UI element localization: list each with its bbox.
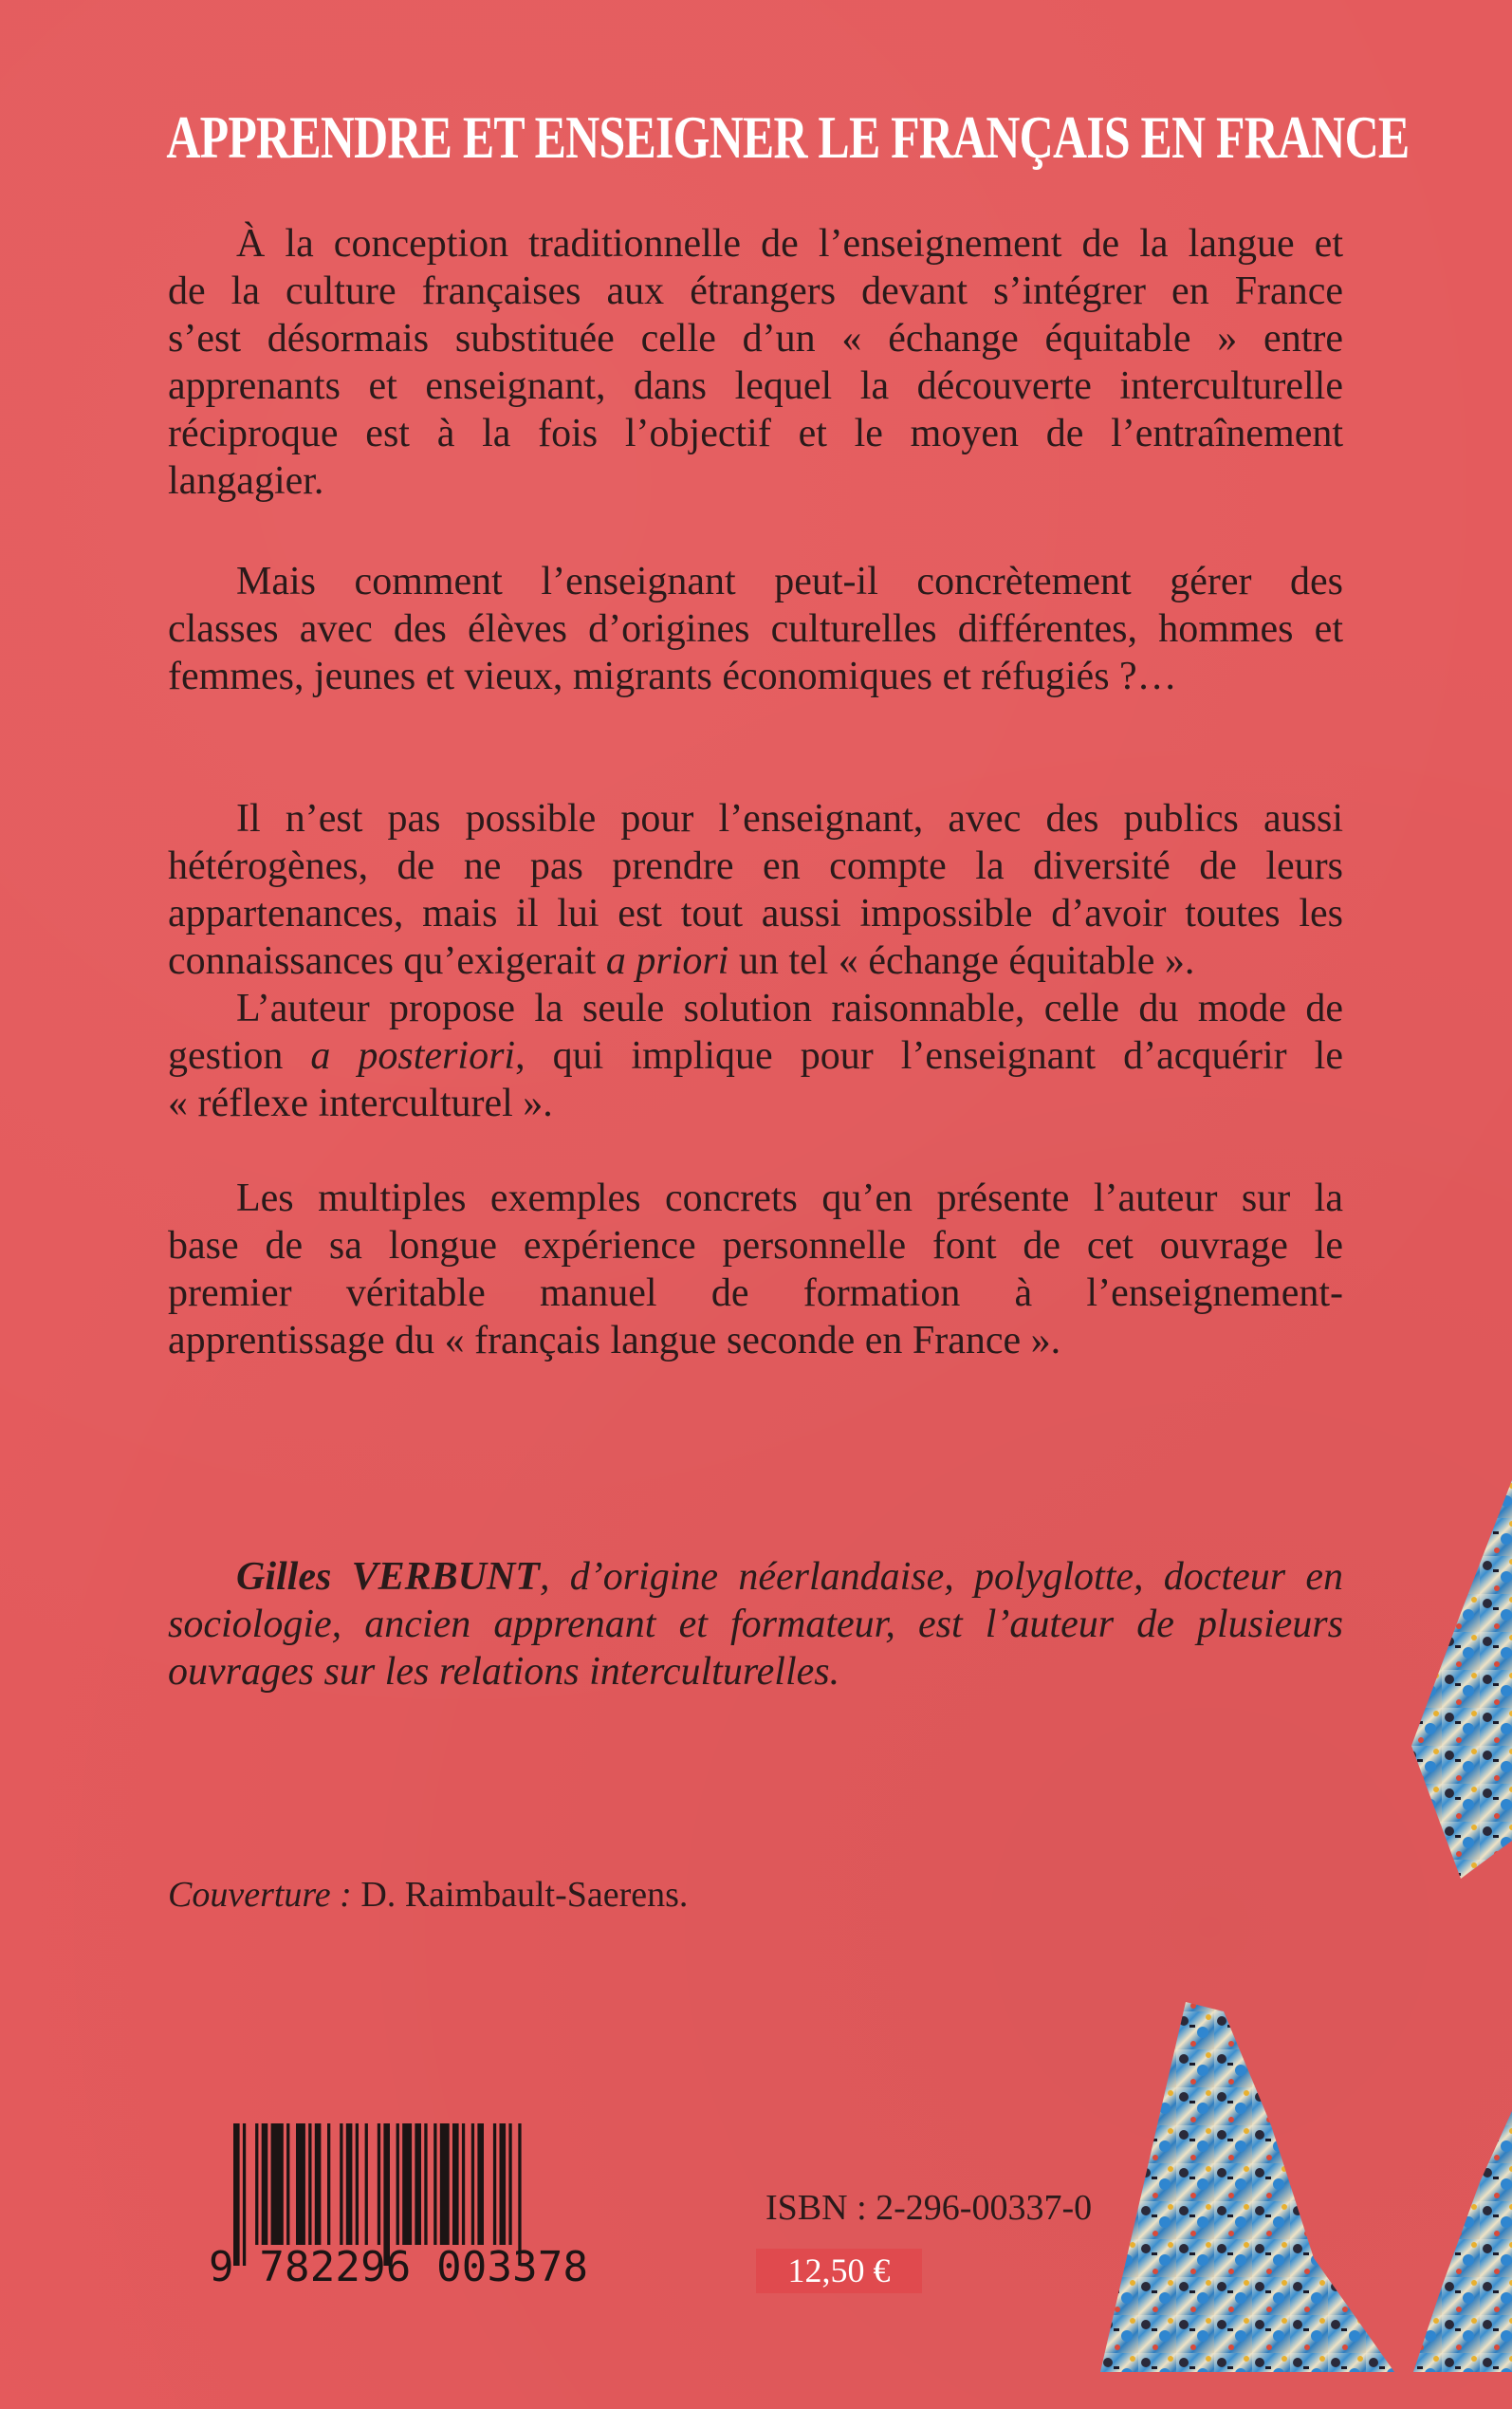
text-line: femmes, jeunes et vieux, migrants économiques et réfugiés ?…: [168, 655, 1177, 698]
cover-credit-label: Couverture :: [168, 1875, 352, 1915]
text-line: « réflexe interculturel ».: [168, 1082, 553, 1125]
author-name: Gilles VERBUNT: [236, 1555, 540, 1599]
blurb-paragraph-4: [168, 985, 1343, 1127]
text-line: connaissances qu’exigerait a priori un tel « échange équitable ».: [168, 939, 1195, 983]
barcode-bar: [396, 2123, 399, 2245]
barcode-bar: [440, 2123, 450, 2245]
cover-credit-name: D. Raimbault-Saerens.: [360, 1875, 689, 1915]
blurb-paragraph-5: [168, 1175, 1343, 1364]
text-line: gestion a posteriori, qui implique pour l’enseignant d’acquérir le: [168, 1034, 1343, 1078]
text-line: langagier.: [168, 459, 324, 503]
text-line: À la conception traditionnelle de l’enseignement de la langue et: [236, 222, 1343, 266]
barcode-bar: [340, 2123, 342, 2245]
barcode-bar: [327, 2123, 330, 2245]
barcode-bar: [477, 2123, 484, 2245]
text-line: Les multiples exemples concrets qu’en présente l’auteur sur la: [236, 1177, 1343, 1220]
barcode-bar: [255, 2123, 258, 2245]
bio-line: Gilles VERBUNT, d’origine néerlandaise, polyglotte, docteur en: [236, 1555, 1343, 1599]
bio-line: ouvrages sur les relations interculturelles.: [168, 1650, 840, 1694]
barcode-bar: [271, 2123, 284, 2245]
barcode-bar: [346, 2123, 353, 2245]
bio-line: sociologie, ancien apprenant et formateur, est l’auteur de plusieurs: [168, 1603, 1343, 1646]
blurb-paragraph-2: [168, 558, 1343, 700]
isbn: ISBN : 2-296-00337-0: [765, 2188, 1093, 2228]
barcode-bar: [378, 2123, 380, 2245]
barcode-bar: [365, 2123, 368, 2245]
barcode-bar: [500, 2123, 507, 2245]
barcode-bar: [296, 2123, 305, 2245]
author-bio: [168, 1553, 1343, 1696]
barcode-bar: [462, 2123, 465, 2245]
text-line: s’est désormais substituée celle d’un « échange équitable » entre: [168, 317, 1343, 361]
price-tag: 12,50 €: [756, 2249, 922, 2293]
text-line: base de sa longue expérience personnelle font de cet ouvrage le: [168, 1224, 1343, 1268]
barcode-bar: [508, 2123, 511, 2245]
text-line: Mais comment l’enseignant peut-il concrètement gérer des: [236, 560, 1343, 603]
barcode-bar: [452, 2123, 459, 2245]
text-line: classes avec des élèves d’origines culturelles différentes, hommes et: [168, 607, 1343, 651]
barcode-digits: 9 782296 003378: [209, 2243, 588, 2285]
barcode-bar: [356, 2123, 359, 2245]
text-line: L’auteur propose la seule solution raisonnable, celle du mode de: [236, 987, 1343, 1030]
blurb-paragraph-1: [168, 220, 1343, 505]
text-line: apprentissage du « français langue seconde en France ».: [168, 1319, 1061, 1362]
barcode-bar: [402, 2123, 412, 2245]
barcode-bar: [493, 2123, 496, 2245]
barcode: [209, 2123, 593, 2285]
barcode-bar: [315, 2123, 322, 2245]
text-line: premier véritable manuel de formation à l’enseignement-: [168, 1271, 1343, 1315]
book-title: APPRENDRE ET ENSEIGNER LE FRANÇAIS EN FRANCE: [166, 103, 1410, 171]
barcode-bar: [433, 2123, 436, 2245]
cover-credit: [168, 1874, 688, 1916]
barcode-bar: [286, 2123, 289, 2245]
barcode-bar: [308, 2123, 311, 2245]
text-line: réciproque est à la fois l’objectif et le moyen de l’entraînement: [168, 412, 1343, 455]
barcode-bar: [262, 2123, 268, 2245]
blurb-paragraph-3: [168, 795, 1343, 985]
text-line: de la culture françaises aux étrangers devant s’intégrer en France: [168, 269, 1343, 313]
barcode-bar: [424, 2123, 427, 2245]
text-line: hétérogènes, de ne pas prendre en compte la diversité de leurs: [168, 844, 1343, 888]
barcode-bar: [415, 2123, 421, 2245]
text-line: appartenances, mais il lui est tout aussi impossible d’avoir toutes les: [168, 892, 1343, 936]
text-line: Il n’est pas possible pour l’enseignant, avec des publics aussi: [236, 797, 1343, 841]
barcode-bar: [471, 2123, 474, 2245]
text-line: apprenants et enseignant, dans lequel la découverte interculturelle: [168, 364, 1343, 408]
